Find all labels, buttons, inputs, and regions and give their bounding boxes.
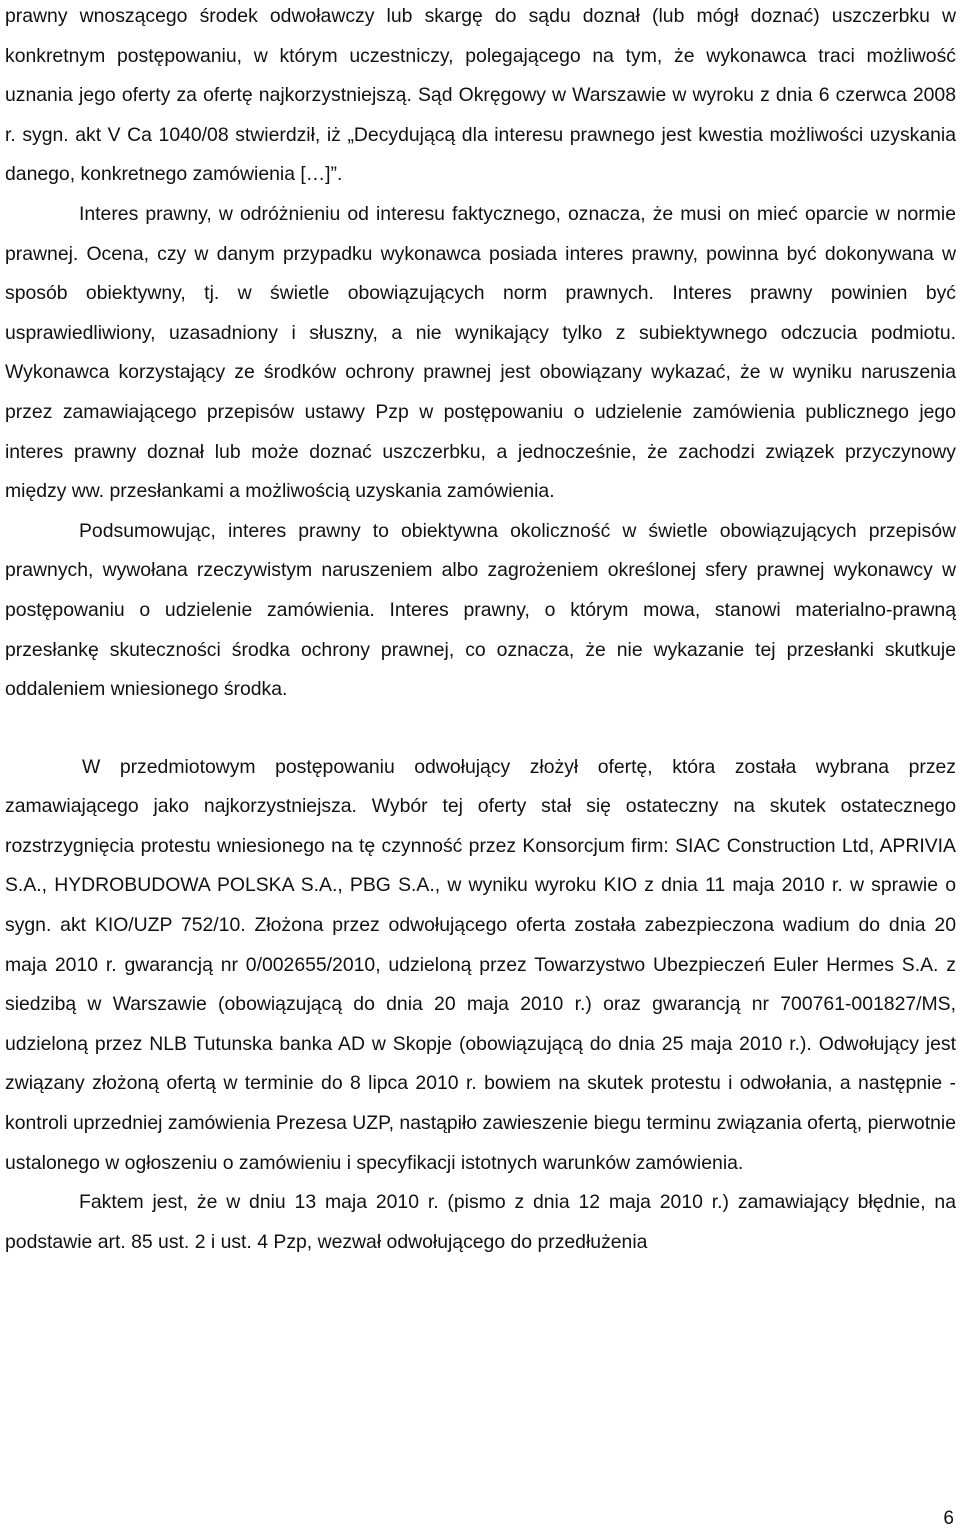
paragraph-legal-interest-continuation: prawny wnoszącego środek odwoławczy lub skargę do sądu doznał (lub mógł doznać) uszczerbku w konkretnym postępowaniu, w którym uczestniczy, polegającego na tym, że wykonawca traci możliwość uznania jego oferty za ofertę najkorzystniejszą. Sąd Okręgowy w Warszawie w wyroku z dnia 6 czerwca 2008 r. sygn. akt V Ca 1040/08 stwierdził, iż „Decydującą dla interesu prawnego jest kwestia możliwości uzyskania danego, konkretnego zamówienia […]”.: [5, 5, 956, 186]
paragraph-spacer: [5, 710, 956, 748]
page-number: 6: [943, 1508, 954, 1529]
document-body: [5, 0, 956, 1262]
paragraph-summary: Podsumowując, interes prawny to obiektywna okoliczność w świetle obowiązujących przepisów prawnych, wywołana rzeczywistym naruszeniem albo zagrożeniem określonej sfery prawnej wykonawcy w postępowaniu o udzielenie zamówienia. Interes prawny, o którym mowa, stanowi materialno-prawną przesłankę skuteczności środka ochrony prawnej, co oznacza, że nie wykazanie tej przesłanki skutkuje oddaleniem wniesionego środka.: [5, 519, 956, 701]
paragraph-legal-interest-definition: Interes prawny, w odróżnieniu od interesu faktycznego, oznacza, że musi on mieć oparcie w normie prawnej. Ocena, czy w danym przypadku wykonawca posiada interes prawny, powinna być dokonywana w sposób obiektywny, tj. w świetle obowiązujących norm prawnych. Interes prawny powinien być usprawiedliwiony, uzasadniony i słuszny, a nie wynikający tylko z subiektywnego odczucia podmiotu. Wykonawca korzystający ze środków ochrony prawnej jest obowiązany wykazać, że w wyniku naruszenia przez zamawiającego przepisów ustawy Pzp w postępowaniu o udzielenie zamówienia publicznego jego interes prawny doznał lub może doznać uszczerbku, a jednocześnie, że zachodzi związek przyczynowy między ww. przesłankami a możliwością uzyskania zamówienia.: [5, 202, 956, 503]
paragraph-proceedings-facts: W przedmiotowym postępowaniu odwołujący złożył ofertę, która została wybrana przez zamawiającego jako najkorzystniejsza. Wybór tej oferty stał się ostateczny na skutek ostatecznego rozstrzygnięcia protestu wniesionego na tę czynność przez Konsorcjum firm: SIAC Construction Ltd, APRIVIA S.A., HYDROBUDOWA POLSKA S.A., PBG S.A., w wyniku wyroku KIO z dnia 11 maja 2010 r. w sprawie o sygn. akt KIO/UZP 752/10. Złożona przez odwołującego oferta została zabezpieczona wadium do dnia 20 maja 2010 r. gwarancją nr 0/002655/2010, udzieloną przez Towarzystwo Ubezpieczeń Euler Hermes S.A. z siedzibą w Warszawie (obowiązującą do dnia 20 maja 2010 r.) oraz gwarancją nr 700761-001827/MS, udzieloną przez NLB Tutunska banka AD w Skopje (obowiązującą do dnia 25 maja 2010 r.). Odwołujący jest związany złożoną ofertą w terminie do 8 lipca 2010 r. bowiem na skutek protestu i odwołania, a następnie - kontroli uprzedniej zamówienia Prezesa UZP, nastąpiło zawieszenie biegu terminu związania ofertą, pierwotnie ustalonego w ogłoszeniu o zamówieniu i specyfikacji istotnych warunków zamówienia.: [5, 755, 956, 1174]
paragraph-fact-statement: Faktem jest, że w dniu 13 maja 2010 r. (pismo z dnia 12 maja 2010 r.) zamawiający błędnie, na podstawie art. 85 ust. 2 i ust. 4 Pzp, wezwał odwołującego do przedłużenia: [5, 1191, 956, 1253]
